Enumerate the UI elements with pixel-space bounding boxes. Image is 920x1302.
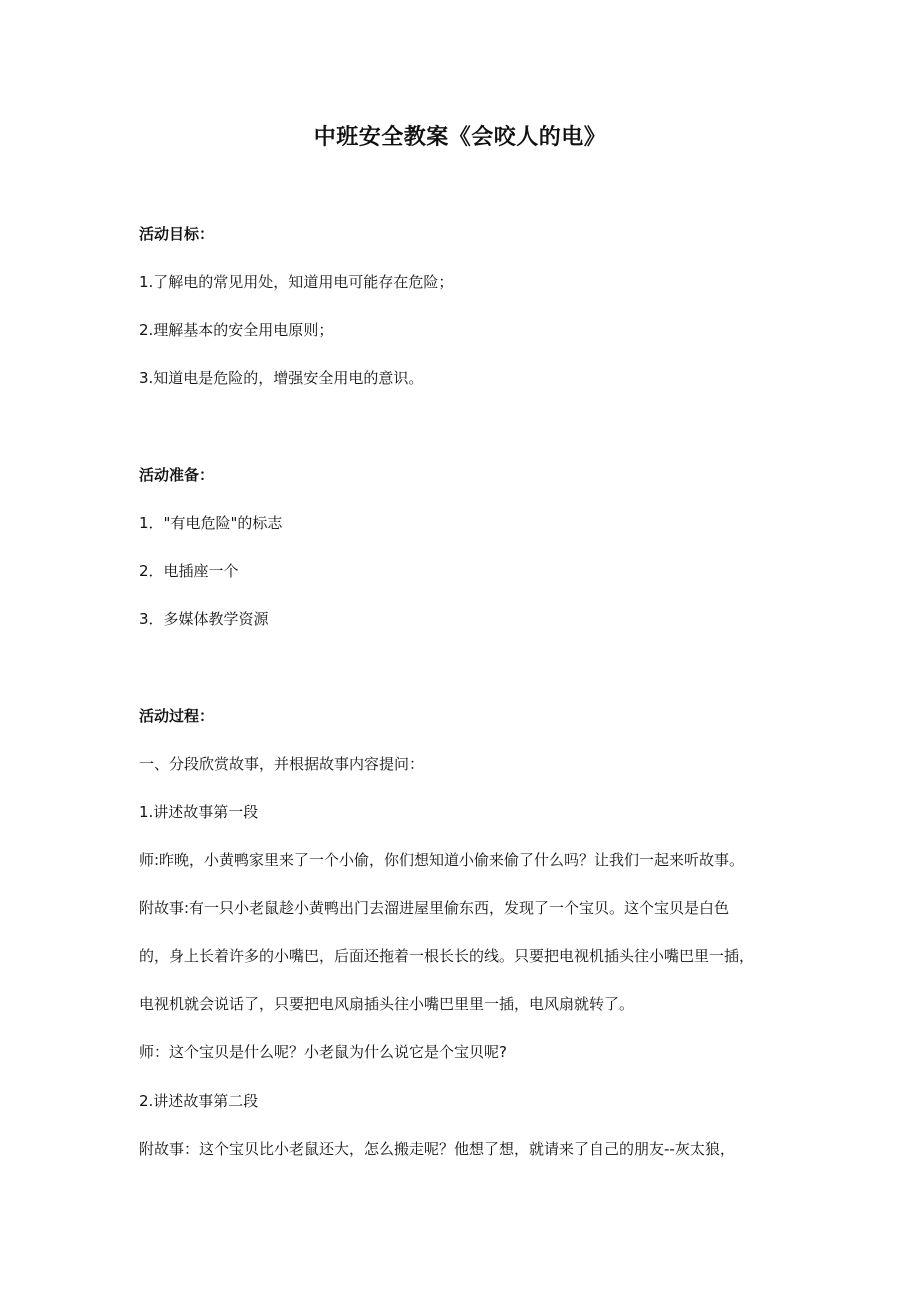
prep-heading: 活动准备： <box>139 466 215 484</box>
prep-item: 3．多媒体教学资源 <box>139 610 269 628</box>
process-heading: 活动过程： <box>139 707 215 725</box>
goal-item: 2.理解基本的安全用电原则； <box>139 321 334 339</box>
process-line: 师:昨晚，小黄鸭家里来了一个小偷，你们想知道小偷来偷了什么吗？让我们一起来听故事。 <box>139 851 745 869</box>
process-line: 的，身上长着许多的小嘴巴，后面还拖着一根长长的线。只要把电视机插头往小嘴巴里一插， <box>139 947 755 965</box>
prep-item: 1．"有电危险"的标志 <box>139 514 283 532</box>
process-line: 师：这个宝贝是什么呢？小老鼠为什么说它是个宝贝呢? <box>139 1043 507 1061</box>
process-line: 电视机就会说话了，只要把电风扇插头往小嘴巴里里一插，电风扇就转了。 <box>139 995 635 1013</box>
process-line: 一、分段欣赏故事，并根据故事内容提问： <box>139 755 425 773</box>
goal-item: 3.知道电是危险的，增强安全用电的意识。 <box>139 369 424 387</box>
process-line: 附故事:有一只小老鼠趁小黄鸭出门去溜进屋里偷东西，发现了一个宝贝。这个宝贝是白色 <box>139 899 730 917</box>
document-title: 中班安全教案《会咬人的电》 <box>313 125 607 150</box>
goal-item: 1.了解电的常见用处，知道用电可能存在危险； <box>139 273 454 291</box>
process-line: 2.讲述故事第二段 <box>139 1092 259 1110</box>
process-line: 附故事：这个宝贝比小老鼠还大，怎么搬走呢？他想了想，就请来了自己的朋友--灰太狼， <box>139 1140 735 1158</box>
prep-item: 2．电插座一个 <box>139 562 239 580</box>
goals-heading: 活动目标： <box>139 225 215 243</box>
process-line: 1.讲述故事第一段 <box>139 803 259 821</box>
